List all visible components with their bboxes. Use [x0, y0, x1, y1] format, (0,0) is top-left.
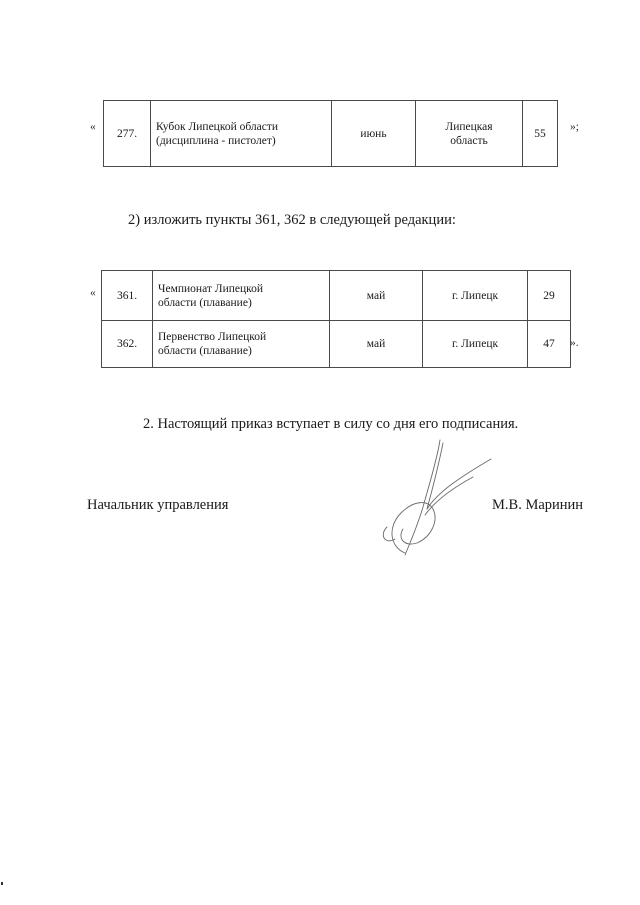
table-row	[102, 321, 571, 368]
handwritten-signature	[365, 435, 495, 565]
row-number-cell	[104, 101, 151, 167]
event-place-line2: область	[450, 134, 488, 147]
table2-close-quote: ».	[570, 337, 579, 349]
effective-date-paragraph: 2. Настоящий приказ вступает в силу со дня его подписания.	[143, 416, 519, 432]
participant-count: 55	[534, 127, 546, 140]
event-name-cell	[153, 271, 330, 321]
event-month: май	[366, 338, 386, 350]
event-name-line2: области (плавание)	[158, 345, 252, 357]
event-name-line1: Чемпионат Липецкой	[158, 282, 264, 295]
event-place-cell	[423, 321, 528, 368]
event-name-cell	[151, 101, 332, 167]
row-number-cell	[102, 271, 153, 321]
event-month: май	[366, 289, 386, 302]
event-name-cell	[153, 321, 330, 368]
event-place-line1: Липецкая	[445, 120, 493, 133]
participant-count-cell	[528, 271, 571, 321]
row-number: 277.	[116, 127, 138, 140]
event-month-cell	[330, 271, 423, 321]
event-month-cell	[330, 321, 423, 368]
table-row	[102, 271, 571, 321]
amendment-paragraph: 2) изложить пункты 361, 362 в следующей редакции:	[128, 212, 456, 228]
margin-speck	[1, 882, 3, 885]
table-item-277	[103, 100, 558, 167]
event-place: г. Липецк	[451, 338, 499, 350]
participant-count: 29	[543, 289, 555, 302]
event-place-cell	[423, 271, 528, 321]
event-place-cell	[416, 101, 523, 167]
event-name-line2: (дисциплина - пистолет)	[156, 134, 276, 147]
table-items-361-362	[101, 270, 571, 368]
table-row	[104, 101, 558, 167]
row-number: 362.	[116, 338, 138, 350]
event-place: г. Липецк	[451, 289, 499, 302]
table1-close-quote: »;	[570, 121, 579, 133]
event-name-line2: области (плавание)	[158, 296, 252, 309]
participant-count: 47	[543, 338, 555, 350]
signatory-position: Начальник управления	[87, 497, 229, 513]
table1-open-quote: «	[90, 121, 96, 133]
event-month: июнь	[360, 127, 387, 140]
row-number: 361.	[116, 289, 138, 302]
event-month-cell	[332, 101, 416, 167]
signatory-name: М.В. Маринин	[492, 497, 584, 513]
row-number-cell	[102, 321, 153, 368]
event-name-line1: Кубок Липецкой области	[156, 120, 279, 133]
participant-count-cell	[528, 321, 571, 368]
table2-open-quote: «	[90, 287, 96, 299]
participant-count-cell	[523, 101, 558, 167]
event-name-line1: Первенство Липецкой	[158, 331, 267, 343]
